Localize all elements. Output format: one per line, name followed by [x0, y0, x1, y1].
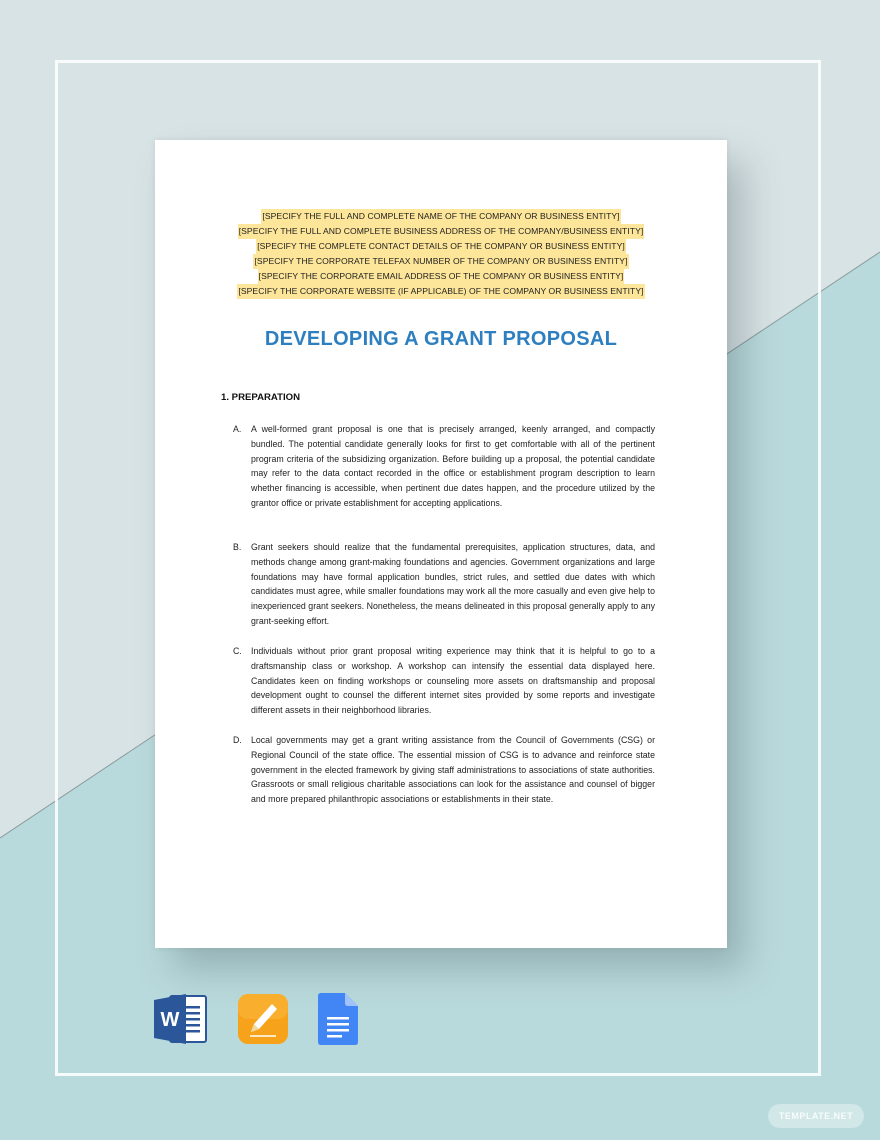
company-placeholder-header [155, 209, 727, 299]
header-line-email: [SPECIFY THE CORPORATE EMAIL ADDRESS OF THE COMPANY OR BUSINESS ENTITY] [258, 269, 625, 284]
section-heading: 1. PREPARATION [221, 392, 301, 403]
list-item-text: Grant seekers should realize that the fundamental prerequisites, application structures, data, and methods change among grant-making foundations and agencies. Government organizations and large foundations may have formal application bundles, strict rules, and settled due dates with which candidates must agree, while smaller foundations may work all the more casually and even give help to inexperienced grant seekers. Nonetheless, the means delineated in this proposal generally apply to any grant-seeking effort. [251, 542, 655, 626]
list-item-letter: D. [233, 735, 242, 745]
list-item-text: Individuals without prior grant proposal writing experience may think that it is helpful to go to a draftsmanship class or workshop. A workshop can intensify the essential data displayed here. Candidates keen on finding workshops or counseling more assets on draftsmanship and proposal development ought to counsel the different internet sites provided by some reports and investigate different assets in their neighborhood libraries. [251, 646, 655, 716]
word-icon-letter: W [160, 1009, 180, 1031]
microsoft-word-icon[interactable] [154, 994, 210, 1044]
header-line-business-address: [SPECIFY THE FULL AND COMPLETE BUSINESS ADDRESS OF THE COMPANY/BUSINESS ENTITY] [238, 224, 645, 239]
google-docs-icon[interactable] [318, 993, 358, 1045]
document-title: DEVELOPING A GRANT PROPOSAL [264, 328, 618, 350]
document-page [155, 140, 727, 948]
header-line-website: [SPECIFY THE CORPORATE WEBSITE (IF APPLICABLE) OF THE COMPANY OR BUSINESS ENTITY] [237, 284, 644, 299]
header-line-company-name: [SPECIFY THE FULL AND COMPLETE NAME OF THE COMPANY OR BUSINESS ENTITY] [261, 209, 620, 224]
list-item-text: Local governments may get a grant writing assistance from the Council of Governments (CSG) or Regional Council of the state office. The essential mission of CSG is to advance and reinforce state government in the elected framework by giving staff administrations to associations of state authorities. Grassroots or small religious charitable associations can look for the assistance and counsel of bigger and more prepared philanthropic associations or establishments in their state. [251, 735, 655, 805]
list-item-letter: A. [233, 424, 242, 434]
apple-pages-icon[interactable] [238, 994, 288, 1044]
header-line-contact-details: [SPECIFY THE COMPLETE CONTACT DETAILS OF THE COMPANY OR BUSINESS ENTITY] [256, 239, 626, 254]
list-item-letter: B. [233, 542, 242, 552]
list-item-letter: C. [233, 646, 242, 656]
watermark: TEMPLATE.NET [768, 1104, 864, 1128]
header-line-telefax: [SPECIFY THE CORPORATE TELEFAX NUMBER OF THE COMPANY OR BUSINESS ENTITY] [253, 254, 628, 269]
list-item-text: A well-formed grant proposal is one that is precisely arranged, keenly arranged, and compactly bundled. The potential candidate generally looks for first to get comfortable with all of the pertinent program criteria of the subsidizing organization. Before building up a proposal, the potential candidate may refer to the data contact recorded in the office or establishment program description to learn whether financing is accessible, when pertinent due dates happen, and the procedure utilized by the grantor office or private establishment for accepting applications. [251, 424, 655, 508]
